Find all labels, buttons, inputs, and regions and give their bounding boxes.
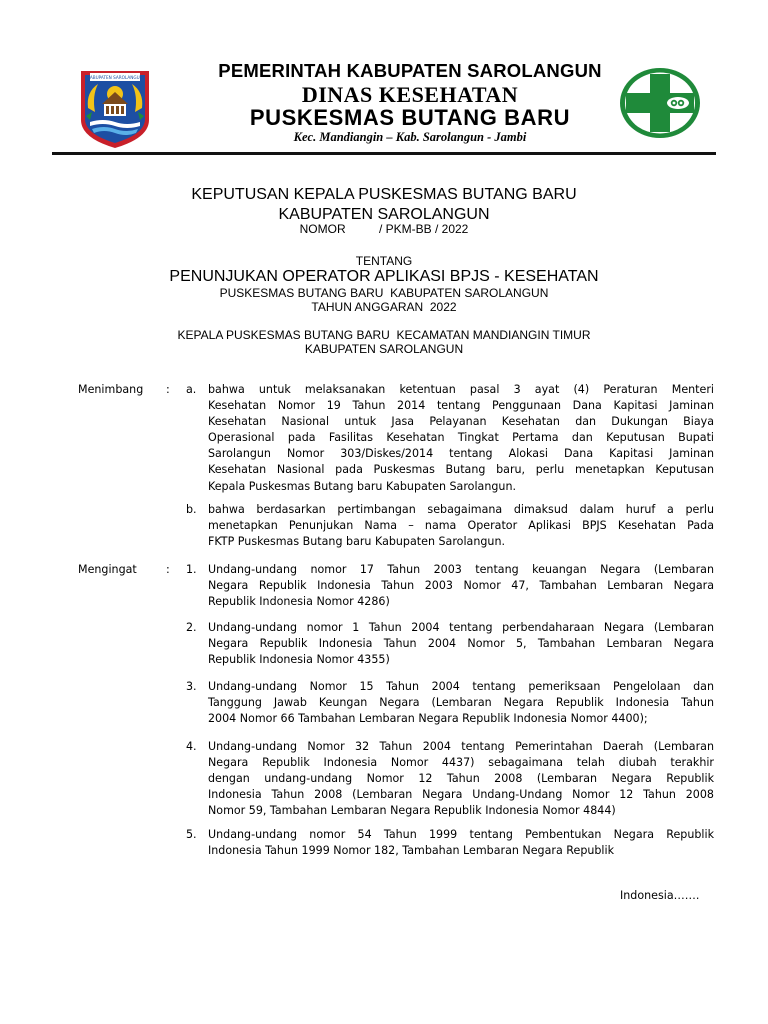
mengingat-colon: : — [166, 563, 170, 576]
paragraph-line: Sarolangun Nomor 303/Diskes/2014 tentang Alokasi Dana Kapitasi Jaminan — [208, 447, 714, 461]
paragraph-line: bahwa berdasarkan pertimbangan sebagaimana dimaksud dalam huruf a perlu — [208, 503, 714, 516]
mengingat-item-marker: 5. — [186, 828, 197, 841]
mengingat-item-1 — [208, 562, 714, 610]
decree-tentang: TENTANG — [355, 254, 413, 268]
paragraph-line: Republik Indonesia Nomor 4355) — [208, 653, 390, 667]
decree-title-line2: KABUPATEN SAROLANGUN — [278, 206, 490, 223]
mengingat-item-marker: 1. — [186, 563, 197, 576]
emblem-banner-text: KABUPATEN SAROLANGUN — [87, 75, 143, 80]
mengingat-item-marker: 4. — [186, 740, 197, 753]
paragraph-line: bahwa untuk melaksanakan ketentuan pasal 3 ayat (4) Peraturan Menteri — [208, 383, 714, 396]
paragraph-line: Indonesia Tahun 1999 Nomor 182, Tambahan Lembaran Negara Republik — [208, 844, 615, 858]
paragraph-line: Undang-undang nomor 54 Tahun 1999 tentang Pembentukan Negara Republik — [208, 828, 714, 841]
menimbang-item-marker: b. — [186, 503, 197, 516]
paragraph-line: Kesehatan Nomor 19 Tahun 2014 tentang Penggunaan Dana Kapitasi Jaminan — [208, 399, 714, 413]
paragraph-line: Republik Indonesia Nomor 4286) — [208, 595, 390, 609]
paragraph-line: FKTP Puskesmas Butang baru Kabupaten Sarolangun. — [208, 535, 505, 549]
letterhead-department: DINAS KESEHATAN — [301, 82, 519, 107]
letterhead-divider — [52, 152, 716, 155]
paragraph-line: dengan undang-undang Nomor 12 Tahun 2008 (Lembaran Negara Republik — [208, 772, 714, 786]
paragraph-line: Nomor 59, Tambahan Lembaran Negara Republik Indonesia Nomor 4844) — [208, 804, 616, 818]
mengingat-label: Mengingat — [78, 563, 137, 576]
letterhead-unit: PUSKESMAS BUTANG BARU — [249, 105, 571, 130]
paragraph-line: Operasional pada Fasilitas Kesehatan Tingkat Pertama dan Keputusan Bupati — [208, 431, 714, 445]
paragraph-line: Kesehatan Nasional pada Puskesmas Butang baru, perlu menetapkan Keputusan — [208, 463, 714, 477]
decree-title-line1: KEPUTUSAN KEPALA PUSKESMAS BUTANG BARU — [191, 186, 577, 203]
mengingat-item-5 — [208, 827, 714, 859]
paragraph-line: Negara Republik Indonesia Nomor 4437) sebagaimana telah diubah terakhir — [208, 756, 714, 770]
decree-official-line2: KABUPATEN SAROLANGUN — [304, 342, 464, 356]
paragraph-line: Tanggung Jawab Keungan Negara (Lembaran Negara Republik Indonesia Tahun — [208, 696, 714, 710]
menimbang-label: Menimbang — [78, 383, 144, 396]
puskesmas-green-cross-icon — [618, 66, 702, 140]
menimbang-colon: : — [166, 383, 170, 396]
paragraph-line: menetapkan Penunjukan Nama – nama Operator Aplikasi BPJS Kesehatan Pada — [208, 519, 714, 533]
paragraph-line: Undang-undang Nomor 15 Tahun 2004 tentang pemeriksaan Pengelolaan dan — [208, 680, 714, 693]
mengingat-item-marker: 2. — [186, 621, 197, 634]
paragraph-line: Undang-undang Nomor 32 Tahun 2004 tentang Pemerintahan Daerah (Lembaran — [208, 740, 714, 753]
decree-year: TAHUN ANGGARAN 2022 — [311, 300, 457, 314]
paragraph-line: Indonesia Tahun 2008 (Lembaran Negara Undang-Undang Nomor 12 Tahun 2008 — [208, 788, 714, 802]
menimbang-item-marker: a. — [186, 383, 197, 396]
mengingat-item-3 — [208, 679, 714, 727]
mengingat-item-4 — [208, 739, 714, 819]
letterhead-address: Kec. Mandiangin – Kab. Sarolangun - Jambi — [293, 130, 527, 144]
page-continuation: Indonesia……. — [620, 889, 700, 902]
paragraph-line: Kepala Puskesmas Butang baru Kabupaten Sarolangun. — [208, 479, 517, 493]
decree-subject: PENUNJUKAN OPERATOR APLIKASI BPJS - KESEHATAN — [169, 268, 599, 285]
mengingat-item-marker: 3. — [186, 680, 197, 693]
decree-official-line1: KEPALA PUSKESMAS BUTANG BARU KECAMATAN MANDIANGIN TIMUR — [177, 328, 591, 342]
decree-subject-line2: PUSKESMAS BUTANG BARU KABUPATEN SAROLANGUN — [219, 286, 549, 300]
decree-number: NOMOR / PKM-BB / 2022 — [299, 222, 469, 236]
paragraph-line: 2004 Nomor 66 Tambahan Lembaran Negara Republik Indonesia Nomor 4400); — [208, 712, 648, 726]
paragraph-line: Negara Republik Indonesia Tahun 2004 Nomor 5, Tambahan Lembaran Negara — [208, 637, 714, 651]
menimbang-item-b — [208, 502, 714, 550]
mengingat-item-2 — [208, 620, 714, 668]
paragraph-line: Negara Republik Indonesia Tahun 2003 Nomor 47, Tambahan Lembaran Negara — [208, 579, 714, 593]
letterhead-government: PEMERINTAH KABUPATEN SAROLANGUN — [218, 60, 602, 81]
paragraph-line: Kesehatan Nasional untuk Jasa Pelayanan Kesehatan dan Dukungan Biaya — [208, 415, 714, 429]
paragraph-line: Undang-undang nomor 1 Tahun 2004 tentang perbendaharaan Negara (Lembaran — [208, 621, 714, 634]
menimbang-item-a — [208, 382, 714, 495]
paragraph-line: Undang-undang nomor 17 Tahun 2003 tentang keuangan Negara (Lembaran — [208, 563, 714, 576]
